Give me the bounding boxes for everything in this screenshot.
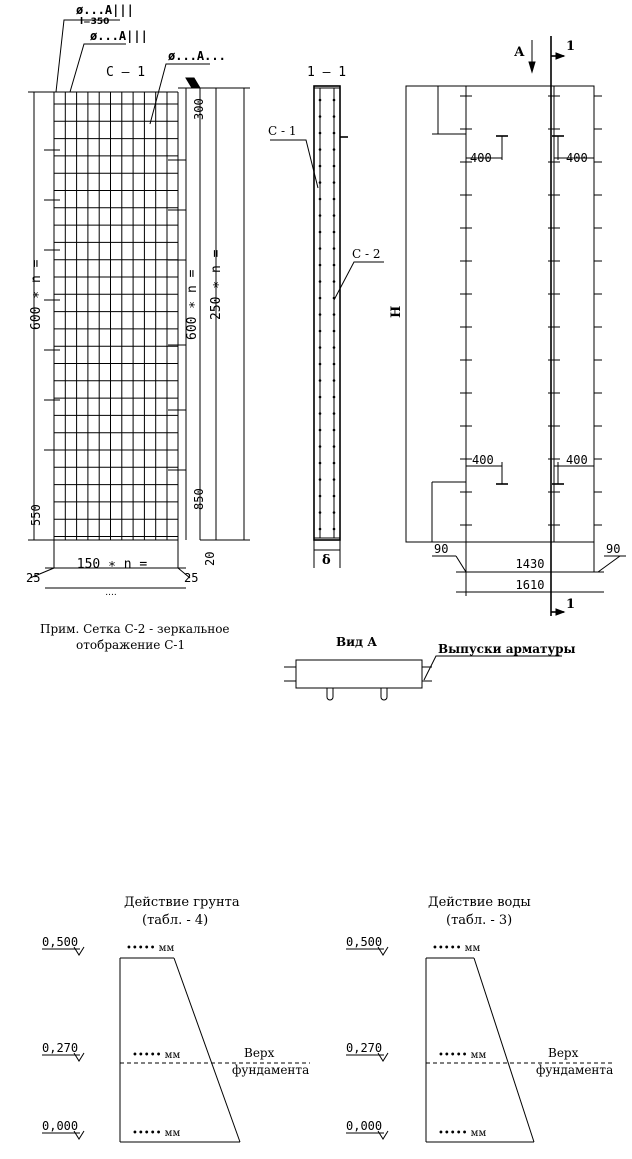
mesh-grid bbox=[44, 92, 186, 540]
dim-600n-left: 600 ∗ n = bbox=[29, 259, 44, 330]
elevation-view bbox=[389, 36, 626, 616]
dim-1430: 1430 bbox=[515, 557, 545, 571]
water-mm-mid: ••••• мм bbox=[438, 1050, 487, 1061]
leader-view-a bbox=[424, 656, 562, 680]
note-block bbox=[40, 622, 230, 652]
rebar-dot bbox=[333, 478, 336, 481]
water-level-mid: 0,270 bbox=[346, 1041, 383, 1055]
rebar-dot bbox=[319, 132, 322, 135]
callout-top2: ø...А||| bbox=[90, 29, 148, 43]
rebar-dot bbox=[333, 148, 336, 151]
rebar-dot bbox=[319, 264, 322, 267]
rebar-dot bbox=[319, 528, 322, 531]
rebar-dot bbox=[333, 165, 336, 168]
section-1-1 bbox=[268, 65, 384, 568]
dim-400-bl: 400 bbox=[472, 453, 494, 467]
dim-300: 300 bbox=[192, 98, 206, 120]
dim-600n-right: 600 ∗ n = bbox=[185, 269, 200, 340]
rebar-dot bbox=[319, 165, 322, 168]
rebar-dot bbox=[319, 330, 322, 333]
rebar-dot bbox=[333, 528, 336, 531]
dim-25-left: 25 bbox=[26, 571, 41, 585]
rebar-dot bbox=[319, 198, 322, 201]
label-1-bottom: 1 bbox=[566, 597, 576, 612]
mesh-c1-title: С – 1 bbox=[106, 65, 146, 80]
mesh-c1 bbox=[26, 3, 250, 598]
rebar-dot bbox=[319, 247, 322, 250]
leader-c2 bbox=[334, 262, 384, 300]
soil-fundament: фундамента bbox=[232, 1063, 310, 1077]
dim-400-br: 400 bbox=[566, 453, 588, 467]
rebar-dot bbox=[319, 511, 322, 514]
dim-20: 20 bbox=[203, 551, 217, 566]
dim-850: 850 bbox=[192, 488, 206, 510]
dim-90-left: 90 bbox=[434, 542, 449, 556]
soil-mm-mid: ••••• мм bbox=[132, 1050, 181, 1061]
rebar-dot bbox=[319, 99, 322, 102]
rebar-dot bbox=[319, 313, 322, 316]
rebar-dot bbox=[319, 148, 322, 151]
rebar-dot bbox=[319, 280, 322, 283]
dim-90-right: 90 bbox=[606, 542, 621, 556]
callout-top3: ø...А... bbox=[168, 49, 226, 63]
view-a-title: Вид А bbox=[336, 635, 377, 649]
rebar-dot bbox=[319, 379, 322, 382]
water-diagram bbox=[346, 895, 614, 1142]
water-fundament: фундамента bbox=[536, 1063, 614, 1077]
rebar-dot bbox=[319, 181, 322, 184]
rebar-dot bbox=[319, 115, 322, 118]
dim-550: 550 bbox=[29, 504, 43, 526]
rebar-dot bbox=[333, 330, 336, 333]
dim-dots: .... bbox=[105, 588, 117, 598]
soil-level-mid: 0,270 bbox=[42, 1041, 79, 1055]
leader-c1 bbox=[270, 140, 318, 188]
rebar-dot bbox=[319, 462, 322, 465]
dim-25-right: 25 bbox=[184, 571, 199, 585]
dim-1610: 1610 bbox=[515, 578, 545, 592]
label-a: А bbox=[514, 45, 525, 60]
rebar-dot bbox=[319, 396, 322, 399]
dim-400-tl: 400 bbox=[470, 151, 492, 165]
view-a-callout: Выпуски арматуры bbox=[438, 642, 576, 656]
rebar-dot bbox=[333, 412, 336, 415]
rebar-dot bbox=[319, 412, 322, 415]
soil-mm-bottom: ••••• мм bbox=[132, 1128, 181, 1139]
dim-250n: 250 ∗ n = bbox=[209, 249, 224, 320]
note-line2: отображение С-1 bbox=[76, 638, 186, 652]
anchor-mark bbox=[186, 78, 200, 88]
rebar-dots bbox=[319, 99, 336, 531]
rebar-dot bbox=[333, 495, 336, 498]
soil-table: (табл. - 4) bbox=[142, 913, 209, 928]
callout-top1-sub: l=350 bbox=[80, 17, 110, 27]
rebar-dot bbox=[319, 214, 322, 217]
rebar-dot bbox=[319, 297, 322, 300]
rebar-dot bbox=[333, 231, 336, 234]
rebar-dot bbox=[333, 429, 336, 432]
soil-title: Действие грунта bbox=[124, 895, 240, 910]
soil-level-bottom: 0,000 bbox=[42, 1119, 79, 1133]
rebar-dot bbox=[333, 346, 336, 349]
rebar-dot bbox=[333, 132, 336, 135]
water-level-bottom: 0,000 bbox=[346, 1119, 383, 1133]
rebar-dot bbox=[319, 478, 322, 481]
callout-top1: ø...А||| bbox=[76, 3, 134, 17]
view-a bbox=[284, 635, 576, 700]
soil-diagram bbox=[42, 895, 310, 1142]
rebar-dot bbox=[333, 462, 336, 465]
note-line1: Прим. Сетка С-2 - зеркальное bbox=[40, 622, 230, 636]
rebar-dot bbox=[319, 445, 322, 448]
label-c2: С - 2 bbox=[352, 247, 381, 261]
water-mm-top: ••••• мм bbox=[432, 943, 481, 954]
rebar-dot bbox=[333, 511, 336, 514]
soil-level-top: 0,500 bbox=[42, 935, 79, 949]
rebar-dot bbox=[333, 247, 336, 250]
view-a-rect bbox=[296, 660, 422, 688]
rebar-dot bbox=[319, 363, 322, 366]
water-verkh: Верх bbox=[548, 1046, 579, 1060]
rebar-dot bbox=[333, 181, 336, 184]
water-mm-bottom: ••••• мм bbox=[438, 1128, 487, 1139]
wall-section bbox=[314, 86, 340, 540]
water-title: Действие воды bbox=[428, 895, 531, 910]
section-title: 1 – 1 bbox=[307, 65, 347, 80]
rebar-dot bbox=[333, 214, 336, 217]
water-level-top: 0,500 bbox=[346, 935, 383, 949]
rebar-dot bbox=[333, 313, 336, 316]
rebar-dot bbox=[333, 264, 336, 267]
label-c1: С - 1 bbox=[268, 124, 297, 138]
rebar-dot bbox=[333, 115, 336, 118]
soil-verkh: Верх bbox=[244, 1046, 275, 1060]
rebar-dot bbox=[333, 363, 336, 366]
dim-150n: 150 ∗ n = bbox=[76, 557, 148, 572]
dim-400-tr: 400 bbox=[566, 151, 588, 165]
rebar-dot bbox=[333, 198, 336, 201]
rebar-dot bbox=[333, 445, 336, 448]
rebar-dot bbox=[333, 99, 336, 102]
rebar-dot bbox=[319, 429, 322, 432]
rebar-dot bbox=[319, 495, 322, 498]
rebar-dot bbox=[333, 280, 336, 283]
delta-label: δ bbox=[322, 553, 331, 568]
rebar-dot bbox=[333, 379, 336, 382]
soil-mm-top: ••••• мм bbox=[126, 943, 175, 954]
label-1-top: 1 bbox=[566, 39, 576, 54]
rebar-dot bbox=[319, 346, 322, 349]
water-table: (табл. - 3) bbox=[446, 913, 513, 928]
label-h: Н bbox=[389, 305, 404, 318]
rebar-dot bbox=[319, 231, 322, 234]
rebar-dot bbox=[333, 396, 336, 399]
